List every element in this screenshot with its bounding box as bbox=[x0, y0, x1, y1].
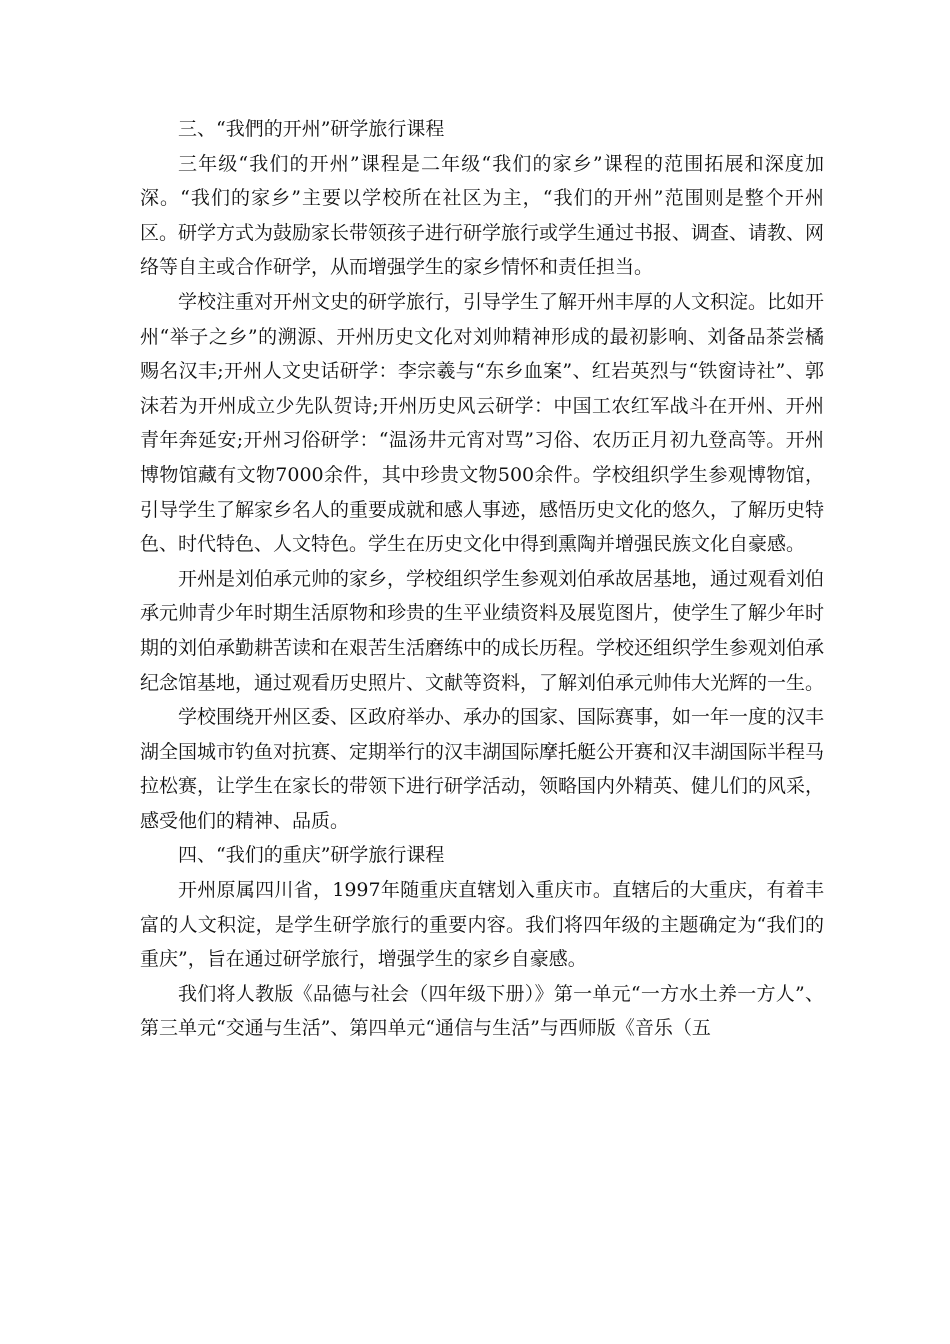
paragraph-5: 开州原属四川省，1997年随重庆直辖划入重庆市。直辖后的大重庆，有着丰富的人文积淀，是学生研学旅行的重要内容。我们将四年级的主题确定为“我们的重庆”，旨在通过研学旅行，增强学生的家乡自豪感。 bbox=[140, 879, 824, 971]
paragraph-4: 学校围绕开州区委、区政府举办、承办的国家、国际赛事，如一年一度的汉丰湖全国城市钓鱼对抗赛、定期举行的汉丰湖国际摩托艇公开赛和汉丰湖国际半程马拉松赛，让学生在家长的带领下进行研学活动，领略国内外精英、健儿们的风采，感受他们的精神、品质。 bbox=[140, 706, 825, 832]
document-body bbox=[140, 112, 824, 1046]
paragraph-6: 我们将人教版《品德与社会（四年级下册）》第一单元“一方水土养一方人”、第三单元“交通与生活”、第四单元“通信与生活”与西师版《音乐（五 bbox=[140, 982, 824, 1040]
section-heading-4: 四、“我们的重庆”研学旅行课程 bbox=[178, 844, 445, 867]
section-heading-3: 三、“我們的开州”研学旅行课程 bbox=[178, 118, 445, 140]
paragraph-1: 三年级“我们的开州”课程是二年级“我们的家乡”课程的范围拓展和深度加深。“我们的家乡”主要以学校所在社区为主，“我们的开州”范围则是整个开州区。研学方式为鼓励家长带领孩子进行研学旅行或学生通过书报、调查、请教、网络等自主或合作研学，从而增强学生的家乡情怀和责任担当。 bbox=[140, 152, 825, 279]
paragraph-2: 学校注重对开州文史的研学旅行，引导学生了解开州丰厚的人文积淀。比如开州“举子之乡”的溯源、开州历史文化对刘帅精神形成的最初影响、刘备品茶尝橘赐名汉丰;开州人文史话研学：李宗羲与“东乡血案”、红岩英烈与“铁窗诗社”、郭沫若为开州成立少先队贺诗;开州历史风云研学：中国工农红军战斗在开州、开州青年奔延安;开州习俗研学：“温汤井元宵对骂”习俗、农历正月初九登高等。开州博物馆藏有文物7000余件，其中珍贵文物500余件。学校组织学生参观博物馆，引导学生了解家乡名人的重要成就和感人事迹，感悟历史文化的悠久，了解历史特色、时代特色、人文特色。学生在历史文化中得到熏陶并增强民族文化自豪感。 bbox=[140, 290, 825, 556]
paragraph-3: 开州是刘伯承元帅的家乡，学校组织学生参观刘伯承故居基地，通过观看刘伯承元帅青少年时期生活原物和珍贵的生平业绩资料及展览图片，使学生了解少年时期的刘伯承勤耕苦读和在艰苦生活磨练中的成长历程。学校还组织学生参观刘伯承纪念馆基地，通过观看历史照片、文献等资料，了解刘伯承元帅伟大光辉的一生。 bbox=[140, 567, 825, 694]
